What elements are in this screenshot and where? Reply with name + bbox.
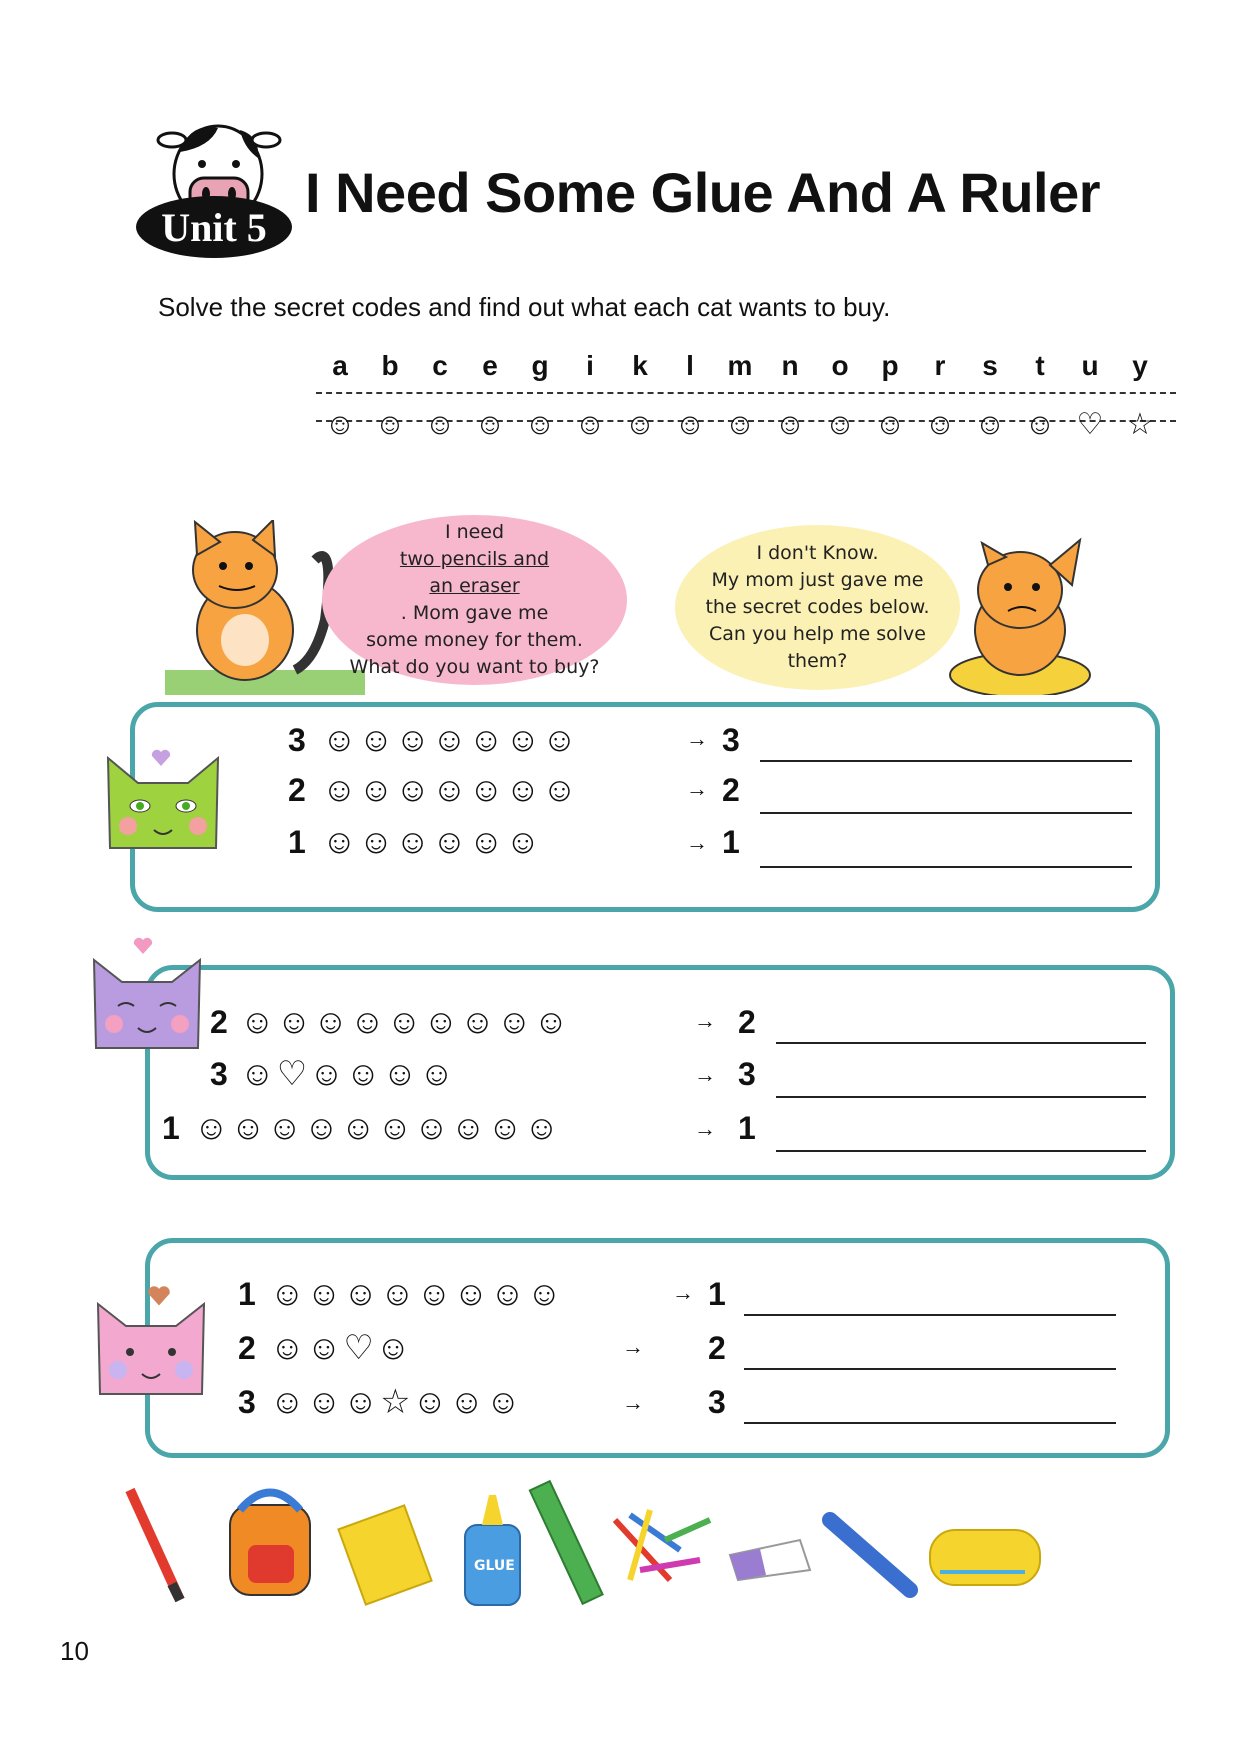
key-letter: k — [632, 350, 648, 381]
answer-number: 1 — [722, 824, 740, 860]
answer-number: 3 — [708, 1384, 726, 1420]
answer-line[interactable] — [776, 1150, 1146, 1152]
row-number: 1 — [238, 1276, 256, 1312]
key-symbol-icon: ☺ — [824, 408, 856, 441]
answer-line[interactable] — [760, 866, 1132, 868]
arrow-icon: → — [622, 1390, 644, 1415]
arrow-icon: → — [686, 776, 708, 801]
coded-word: ☺☺☺☺☺☺ — [322, 823, 543, 861]
key-symbol-icon: ☺ — [374, 408, 406, 441]
secret-code-key — [316, 350, 1176, 470]
answer-line[interactable] — [776, 1042, 1146, 1044]
glue-bottle-icon — [465, 1495, 520, 1605]
speech-bubble-left: I need two pencils and an eraser . Mom gave me some money for them. What do you want to buy? — [322, 515, 627, 685]
row-number: 1 — [288, 824, 306, 860]
key-symbol-icon: ♡ — [1076, 408, 1104, 441]
answer-number: 1 — [708, 1276, 726, 1312]
key-symbol-icon: ☺ — [474, 408, 506, 441]
answer-number: 2 — [738, 1004, 756, 1040]
key-letter: b — [381, 350, 399, 381]
arrow-icon: → — [686, 726, 708, 751]
coded-word: ☺☺☺☺☺☺☺☺ — [270, 1275, 564, 1313]
coded-word: ☺☺☺☺☺☺☺☺☺☺ — [194, 1109, 562, 1147]
key-letter: r — [934, 350, 946, 381]
answer-number: 3 — [722, 722, 740, 758]
school-items-illustration — [110, 1480, 1160, 1610]
marker-icon — [830, 1520, 910, 1590]
speech-bubble-right: I don't Know. My mom just gave me the secret codes below. Can you help me solve them? — [675, 525, 960, 690]
instruction-text: Solve the secret codes and find out what each cat wants to buy. — [158, 292, 891, 322]
arrow-icon: → — [622, 1334, 644, 1359]
ruler-icon — [530, 1481, 603, 1604]
page-number: 10 — [60, 1636, 89, 1666]
answer-number: 1 — [738, 1110, 756, 1146]
key-symbol-icon: ☆ — [1126, 408, 1154, 441]
key-letter: m — [727, 350, 753, 381]
key-symbol-icon: ☺ — [674, 408, 706, 441]
answer-number: 2 — [722, 772, 740, 808]
key-letter: t — [1035, 350, 1045, 381]
key-letter: o — [831, 350, 849, 381]
heart-icon — [146, 1284, 172, 1308]
page-title: I Need Some Glue And A Ruler — [305, 161, 1101, 224]
key-divider — [316, 392, 1176, 394]
heart-icon — [150, 748, 172, 768]
arrow-icon: → — [694, 1062, 716, 1087]
row-number: 3 — [288, 722, 306, 758]
pink-cat-face-icon — [88, 1296, 214, 1404]
coded-word: ☺♡☺☺☺☺ — [240, 1055, 457, 1093]
answer-line[interactable] — [760, 812, 1132, 814]
coded-word: ☺☺♡☺ — [270, 1329, 413, 1367]
key-letter: u — [1081, 350, 1099, 381]
key-symbol-icon: ☺ — [774, 408, 806, 441]
eraser-icon — [730, 1540, 810, 1580]
arrow-icon: → — [694, 1008, 716, 1033]
heart-icon — [132, 936, 154, 956]
answer-line[interactable] — [776, 1096, 1146, 1098]
key-symbol-icon: ☺ — [574, 408, 606, 441]
row-number: 2 — [210, 1004, 228, 1040]
code-panel-1 — [130, 702, 1160, 912]
coded-word: ☺☺☺☺☺☺☺ — [322, 771, 579, 809]
purple-cat-face-icon — [86, 952, 208, 1058]
arrow-icon: → — [672, 1280, 694, 1305]
svg-text:GLUE: GLUE — [474, 1558, 515, 1574]
key-symbol-icon: ☺ — [524, 408, 556, 441]
key-symbol-icon: ☺ — [324, 408, 356, 441]
key-letter: p — [881, 350, 899, 381]
row-number: 3 — [210, 1056, 228, 1092]
row-number: 2 — [288, 772, 306, 808]
key-letter: y — [1132, 350, 1148, 381]
key-symbol-icon: ☺ — [624, 408, 656, 441]
key-letter: a — [332, 350, 348, 381]
key-letter: s — [982, 350, 998, 381]
backpack-icon — [230, 1493, 310, 1596]
answer-number: 2 — [708, 1330, 726, 1366]
key-letter: i — [586, 350, 594, 381]
answer-line[interactable] — [744, 1422, 1116, 1424]
row-number: 3 — [238, 1384, 256, 1420]
key-symbol-icon: ☺ — [974, 408, 1006, 441]
tiger-cat-right-icon — [940, 535, 1130, 695]
crayons-icon — [615, 1510, 710, 1580]
key-symbol-icon: ☺ — [1024, 408, 1056, 441]
unit-badge: Unit 5 — [136, 196, 292, 258]
answer-line[interactable] — [744, 1368, 1116, 1370]
arrow-icon: → — [686, 830, 708, 855]
coded-word: ☺☺☺☺☺☺☺ — [322, 721, 579, 759]
coded-word: ☺☺☺☺☺☺☺☺☺ — [240, 1003, 571, 1041]
notebook-icon — [338, 1505, 431, 1604]
key-letter: e — [482, 350, 498, 381]
key-symbol-icon: ☺ — [424, 408, 456, 441]
pencil-icon — [130, 1490, 180, 1600]
key-symbol-icon: ☺ — [874, 408, 906, 441]
key-symbol-icon: ☺ — [724, 408, 756, 441]
answer-number: 3 — [738, 1056, 756, 1092]
answer-line[interactable] — [744, 1314, 1116, 1316]
key-letter: l — [686, 350, 694, 381]
coded-word: ☺☺☺☆☺☺☺ — [270, 1383, 523, 1421]
row-number: 1 — [162, 1110, 180, 1146]
key-symbol-icon: ☺ — [924, 408, 956, 441]
answer-line[interactable] — [760, 760, 1132, 762]
pencil-case-icon — [930, 1530, 1040, 1585]
key-letter: n — [781, 350, 799, 381]
key-letter: c — [432, 350, 448, 381]
arrow-icon: → — [694, 1116, 716, 1141]
key-letter: g — [531, 350, 549, 381]
row-number: 2 — [238, 1330, 256, 1366]
